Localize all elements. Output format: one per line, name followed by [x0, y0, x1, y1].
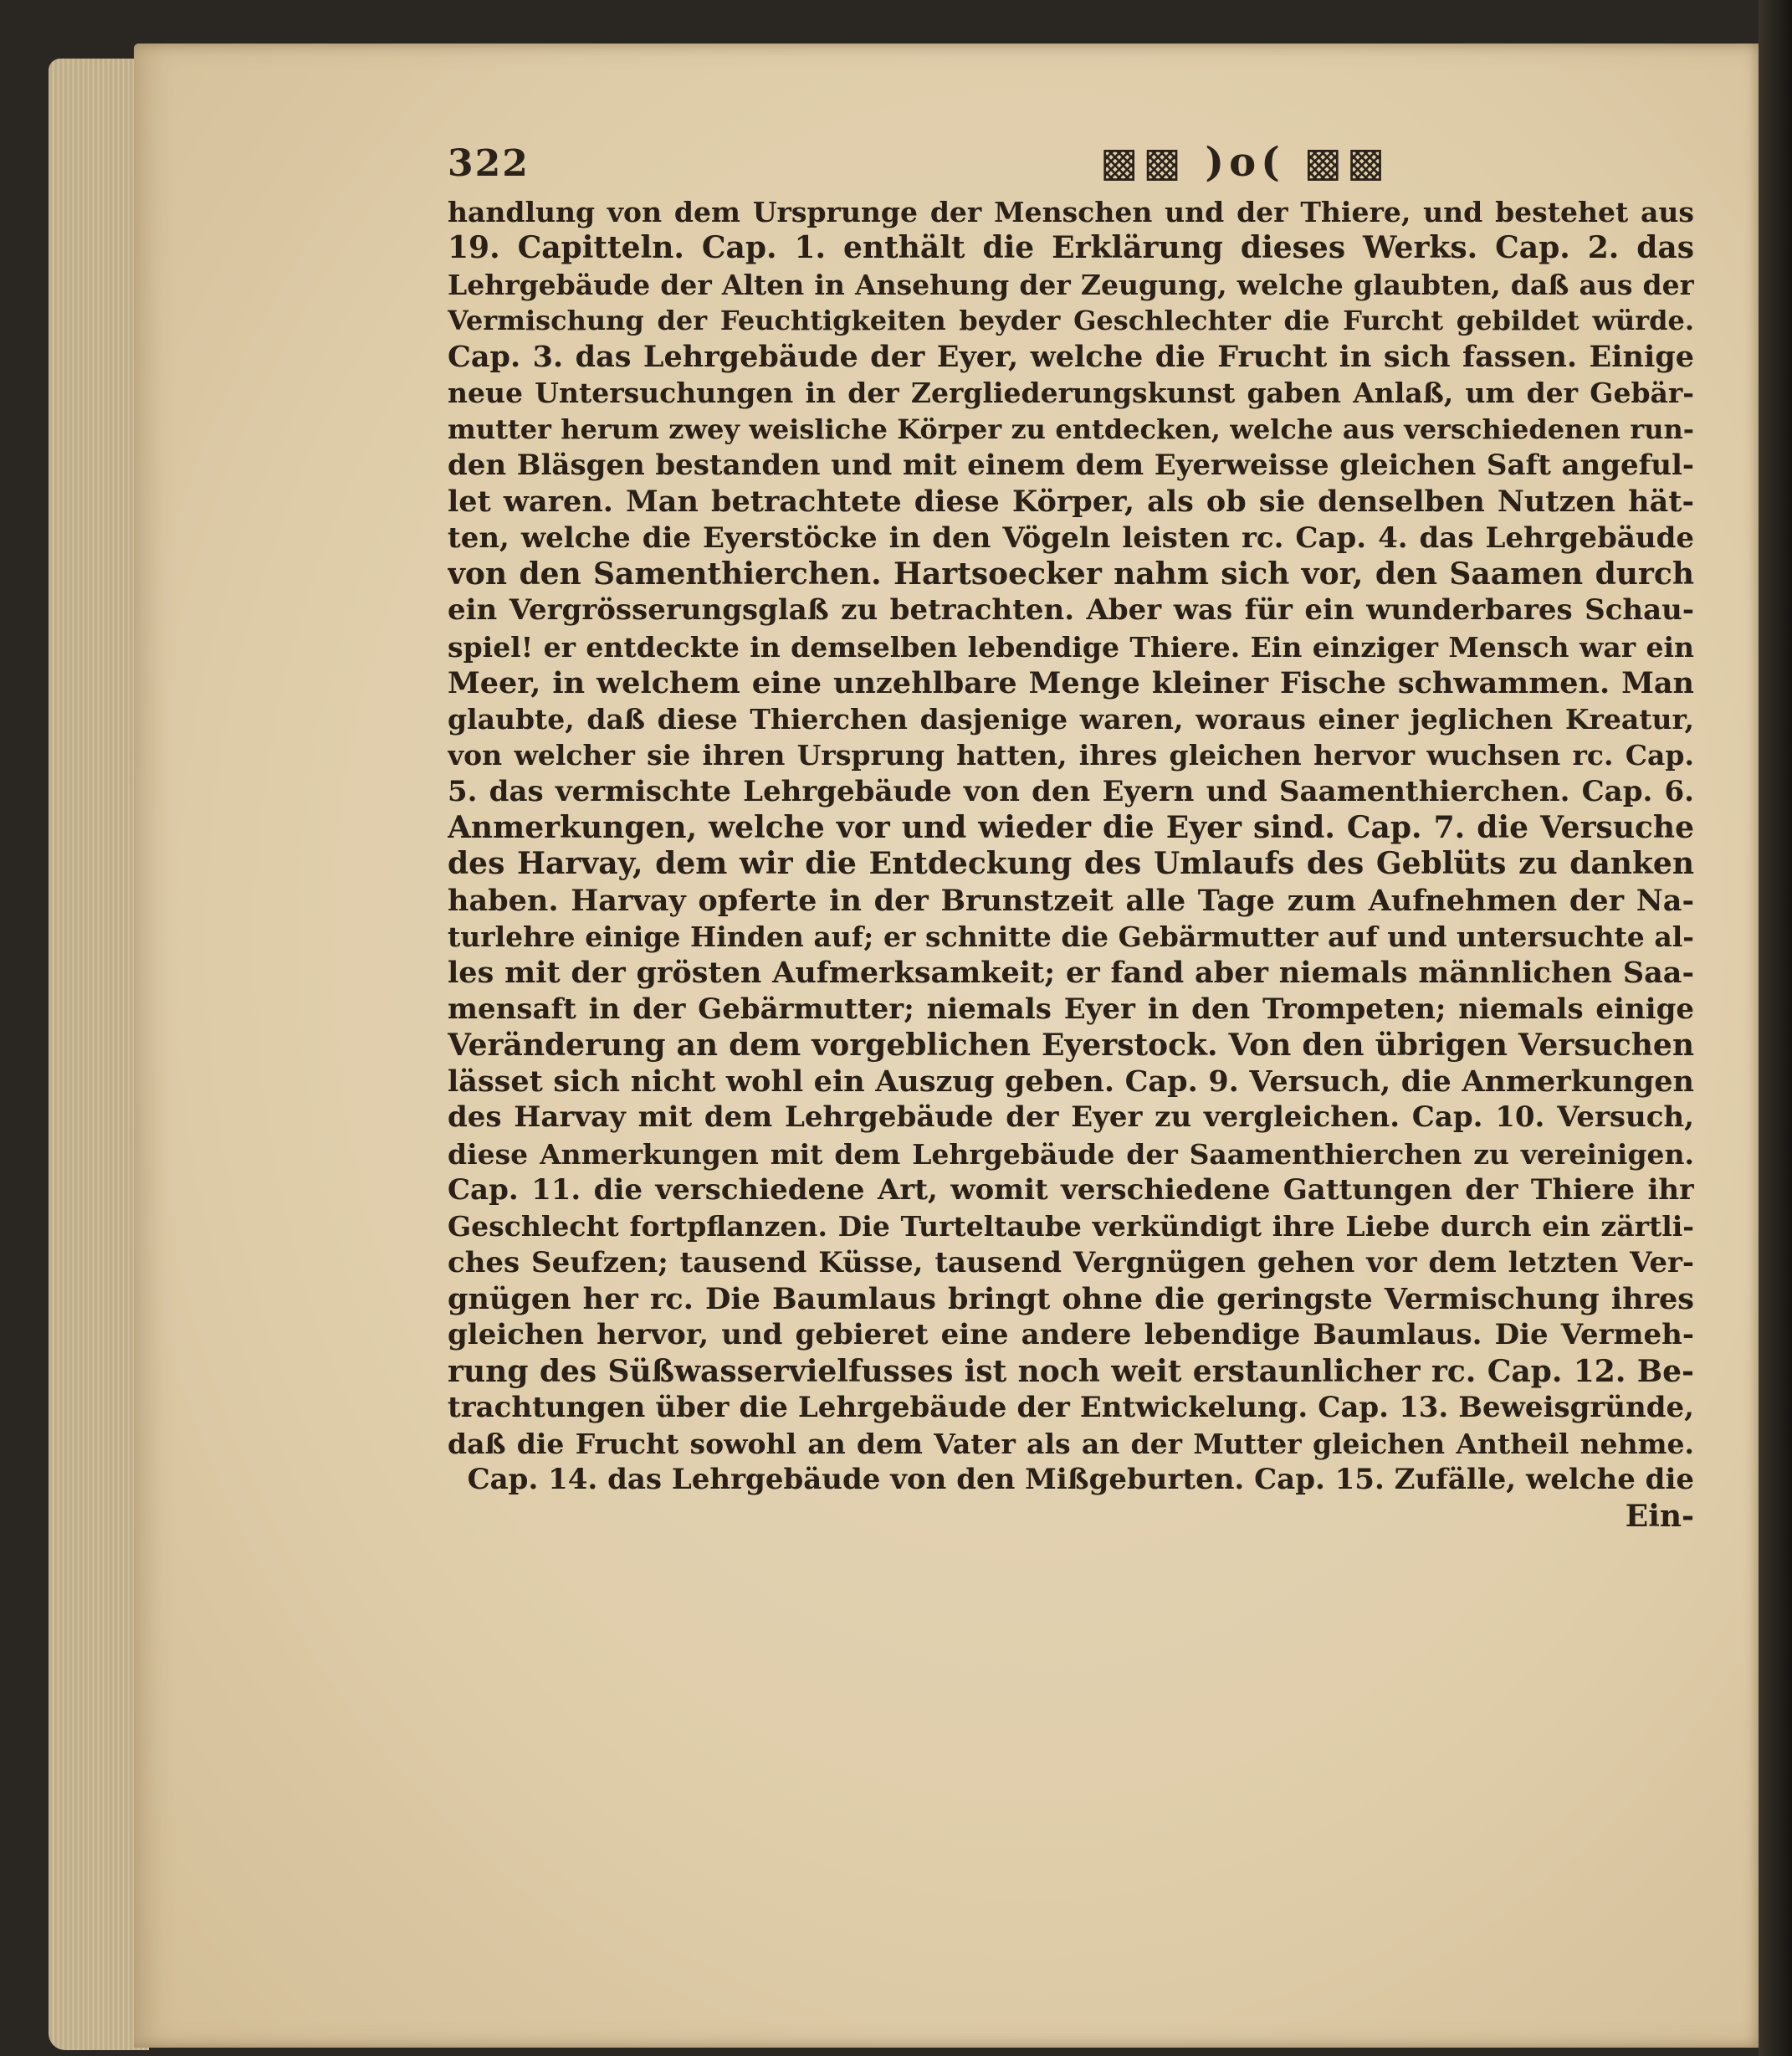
text-line: Geschlecht fortpflanzen. Die Turteltaube verkündigt ihre Liebe durch ein zärtli-: [448, 1210, 1694, 1243]
text-line: 5. das vermischte Lehrgebäude von den Eyern und Saamenthierchen. Cap. 6.: [448, 774, 1694, 808]
text-line: neue Untersuchungen in der Zergliederungskunst gaben Anlaß, um der Gebär-: [448, 377, 1694, 410]
text-line: let waren. Man betrachtete diese Körper, als ob sie denselben Nutzen hät-: [448, 485, 1694, 520]
text-line: mutter herum zwey weisliche Körper zu entdecken, welche aus verschiedenen run-: [448, 413, 1694, 445]
text-line: gnügen her rc. Die Baumlaus bringt ohne die geringste Vermischung ihres: [448, 1281, 1694, 1316]
text-line: den Bläsgen bestanden und mit einem dem Eyerweisse gleichen Saft angeful-: [448, 449, 1694, 483]
text-line: ten, welche die Eyerstöcke in den Vögeln leisten rc. Cap. 4. das Lehrgebäude: [448, 520, 1694, 555]
text-line: Veränderung an dem vorgeblichen Eyerstock. Von den übrigen Versuchen: [448, 1027, 1694, 1063]
text-line: lässet sich nicht wohl ein Auszug geben. Cap. 9. Versuch, die Anmerkungen: [448, 1064, 1694, 1100]
text-line: glaubte, daß diese Thierchen dasjenige waren, woraus einer jeglichen Kreatur,: [448, 703, 1694, 736]
text-line: turlehre einige Hinden auf; er schnitte die Gebärmutter auf und untersuchte al-: [448, 920, 1694, 953]
text-line: Meer, in welchem eine unzehlbare Menge kleiner Fische schwammen. Man: [448, 665, 1694, 700]
text-line: ches Seufzen; tausend Küsse, tausend Vergnügen gehen vor dem letzten Ver-: [448, 1245, 1694, 1279]
page-header: [448, 139, 1644, 192]
text-line: des Harvay, dem wir die Entdeckung des Umlaufs des Geblüts zu danken: [448, 846, 1694, 882]
text-line: von den Samenthierchen. Hartsoecker nahm sich vor, den Saamen durch: [448, 556, 1694, 592]
text-line: haben. Harvay opferte in der Brunstzeit alle Tage zum Aufnehmen der Na-: [448, 883, 1694, 918]
text-line: von welcher sie ihren Ursprung hatten, ihres gleichen hervor wuchsen rc. Cap.: [448, 739, 1694, 772]
catchword: Ein-: [1625, 1498, 1694, 1534]
text-line: ein Vergrösserungsglaß zu betrachten. Aber was für ein wunderbares Schau-: [448, 593, 1694, 628]
text-line: Vermischung der Feuchtigkeiten beyder Geschlechter die Furcht gebildet würde.: [448, 304, 1694, 336]
text-line: 19. Capitteln. Cap. 1. enthält die Erklärung dieses Werks. Cap. 2. das: [448, 230, 1694, 266]
text-line: diese Anmerkungen mit dem Lehrgebäude der Saamenthierchen zu vereinigen.: [448, 1137, 1694, 1171]
header-ornament: ▩▩ )o( ▩▩: [1100, 139, 1390, 186]
text-line: rung des Süßwasservielfusses ist noch weit erstaunlicher rc. Cap. 12. Be-: [448, 1353, 1694, 1389]
text-line: Cap. 3. das Lehrgebäude der Eyer, welche die Frucht in sich fassen. Einige: [448, 340, 1694, 375]
text-line: handlung von dem Ursprunge der Menschen und der Thiere, und bestehet aus: [448, 196, 1694, 228]
text-line: Cap. 11. die verschiedene Art, womit verschiedene Gattungen der Thiere ihr: [448, 1173, 1694, 1207]
body-text: [448, 194, 1694, 1535]
text-line: Lehrgebäude der Alten in Ansehung der Zeugung, welche glaubten, daß aus der: [448, 268, 1694, 301]
page-number: 322: [448, 142, 530, 185]
text-line: trachtungen über die Lehrgebäude der Entwickelung. Cap. 13. Beweisgründe,: [448, 1390, 1694, 1424]
text-line: spiel! er entdeckte in demselben lebendige Thiere. Ein einziger Mensch war ein: [448, 630, 1694, 664]
text-line: gleichen hervor, und gebieret eine andere lebendige Baumlaus. Die Vermeh-: [448, 1318, 1694, 1352]
text-line: mensaft in der Gebärmutter; niemals Eyer in den Trompeten; niemals einige: [448, 992, 1694, 1026]
text-line: Cap. 14. das Lehrgebäude von den Mißgeburten. Cap. 15. Zufälle, welche die: [467, 1463, 1694, 1497]
text-line: Anmerkungen, welche vor und wieder die Eyer sind. Cap. 7. die Versuche: [448, 810, 1694, 846]
text-line: des Harvay mit dem Lehrgebäude der Eyer zu vergleichen. Cap. 10. Versuch,: [448, 1100, 1694, 1135]
text-line: daß die Frucht sowohl an dem Vater als an der Mutter gleichen Antheil nehme.: [448, 1428, 1694, 1461]
text-line: les mit der grösten Aufmerksamkeit; er fand aber niemals männlichen Saa-: [448, 956, 1694, 991]
binding-edge: [1759, 0, 1792, 2056]
